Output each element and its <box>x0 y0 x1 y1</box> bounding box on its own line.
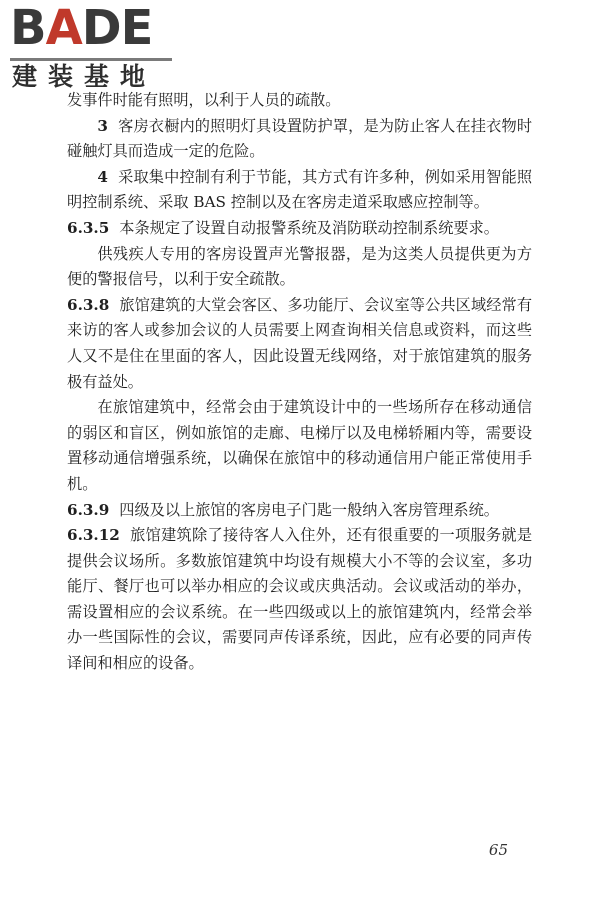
clause-6-3-9 <box>67 498 532 524</box>
clause-6-3-12 <box>67 523 532 677</box>
paragraph-item-4 <box>67 165 532 216</box>
paragraph-text: 发事件时能有照明，以利于人员的疏散。 <box>67 91 341 109</box>
paragraph-text: 采取集中控制有利于节能，其方式有许多种，例如采用智能照明控制系统、采取 BAS 控制以及在客房走道采取感应控制等。 <box>67 167 532 212</box>
logo-letter-a: A <box>45 0 82 56</box>
paragraph-text: 客房衣橱内的照明灯具设置防护罩，是为防止客人在挂衣物时碰触灯具而造成一定的危险。 <box>67 116 532 161</box>
clause-number: 6.3.12 <box>67 526 120 545</box>
document-body <box>67 88 532 677</box>
paragraph-accessible-alarm <box>67 242 532 293</box>
paragraph-text: 在旅馆建筑中，经常会由于建筑设计中的一些场所存在移动通信的弱区和盲区，例如旅馆的走廊、电梯厅以及电梯轿厢内等，需要设置移动通信增强系统，以确保在旅馆中的移动通信用户能正常使用手机。 <box>67 398 532 493</box>
logo-subtitle: 建装基地 <box>12 62 157 91</box>
clause-number: 6.3.9 <box>67 500 110 519</box>
paragraph-text: 旅馆建筑除了接待客人入住外，还有很重要的一项服务就是提供会议场所。多数旅馆建筑中均设有规模大小不等的会议室，多功能厅、餐厅也可以举办相应的会议或庆典活动。会议或活动的举办，需设置相应的会议系统。在一些四级或以上的旅馆建筑内，经常会举办一些国际性的会议，需要同声传译系统，因此，应有必要的同声传译间和相应的设备。 <box>67 526 532 673</box>
paragraph-text: 四级及以上旅馆的客房电子门匙一般纳入客房管理系统。 <box>119 500 499 519</box>
logo-letters-de: DE <box>81 0 153 56</box>
item-number: 4 <box>97 167 108 186</box>
logo-letter-b: B <box>10 0 46 56</box>
paragraph-item-3 <box>67 114 532 165</box>
item-number: 3 <box>97 116 108 135</box>
paragraph-text: 本条规定了设置自动报警系统及消防联动控制系统要求。 <box>119 218 499 237</box>
bade-logo <box>8 0 178 94</box>
logo-wordmark <box>10 0 152 58</box>
clause-6-3-5 <box>67 216 532 242</box>
logo-divider <box>10 58 172 61</box>
paragraph-mobile-signal <box>67 395 532 497</box>
clause-number: 6.3.8 <box>67 295 110 314</box>
paragraph-text: 供残疾人专用的客房设置声光警报器，是为这类人员提供更为方便的警报信号，以利于安全疏散。 <box>67 244 532 289</box>
paragraph-text: 旅馆建筑的大堂会客区、多功能厅、会议室等公共区域经常有来访的客人或参加会议的人员需要上网查询相关信息或资料，而这些人又不是住在里面的客人，因此设置无线网络，对于旅馆建筑的服务极有益处。 <box>67 295 532 391</box>
clause-number: 6.3.5 <box>67 218 110 237</box>
clause-6-3-8 <box>67 293 532 395</box>
paragraph-continued-0 <box>67 88 532 114</box>
page-number: 65 <box>488 841 508 859</box>
